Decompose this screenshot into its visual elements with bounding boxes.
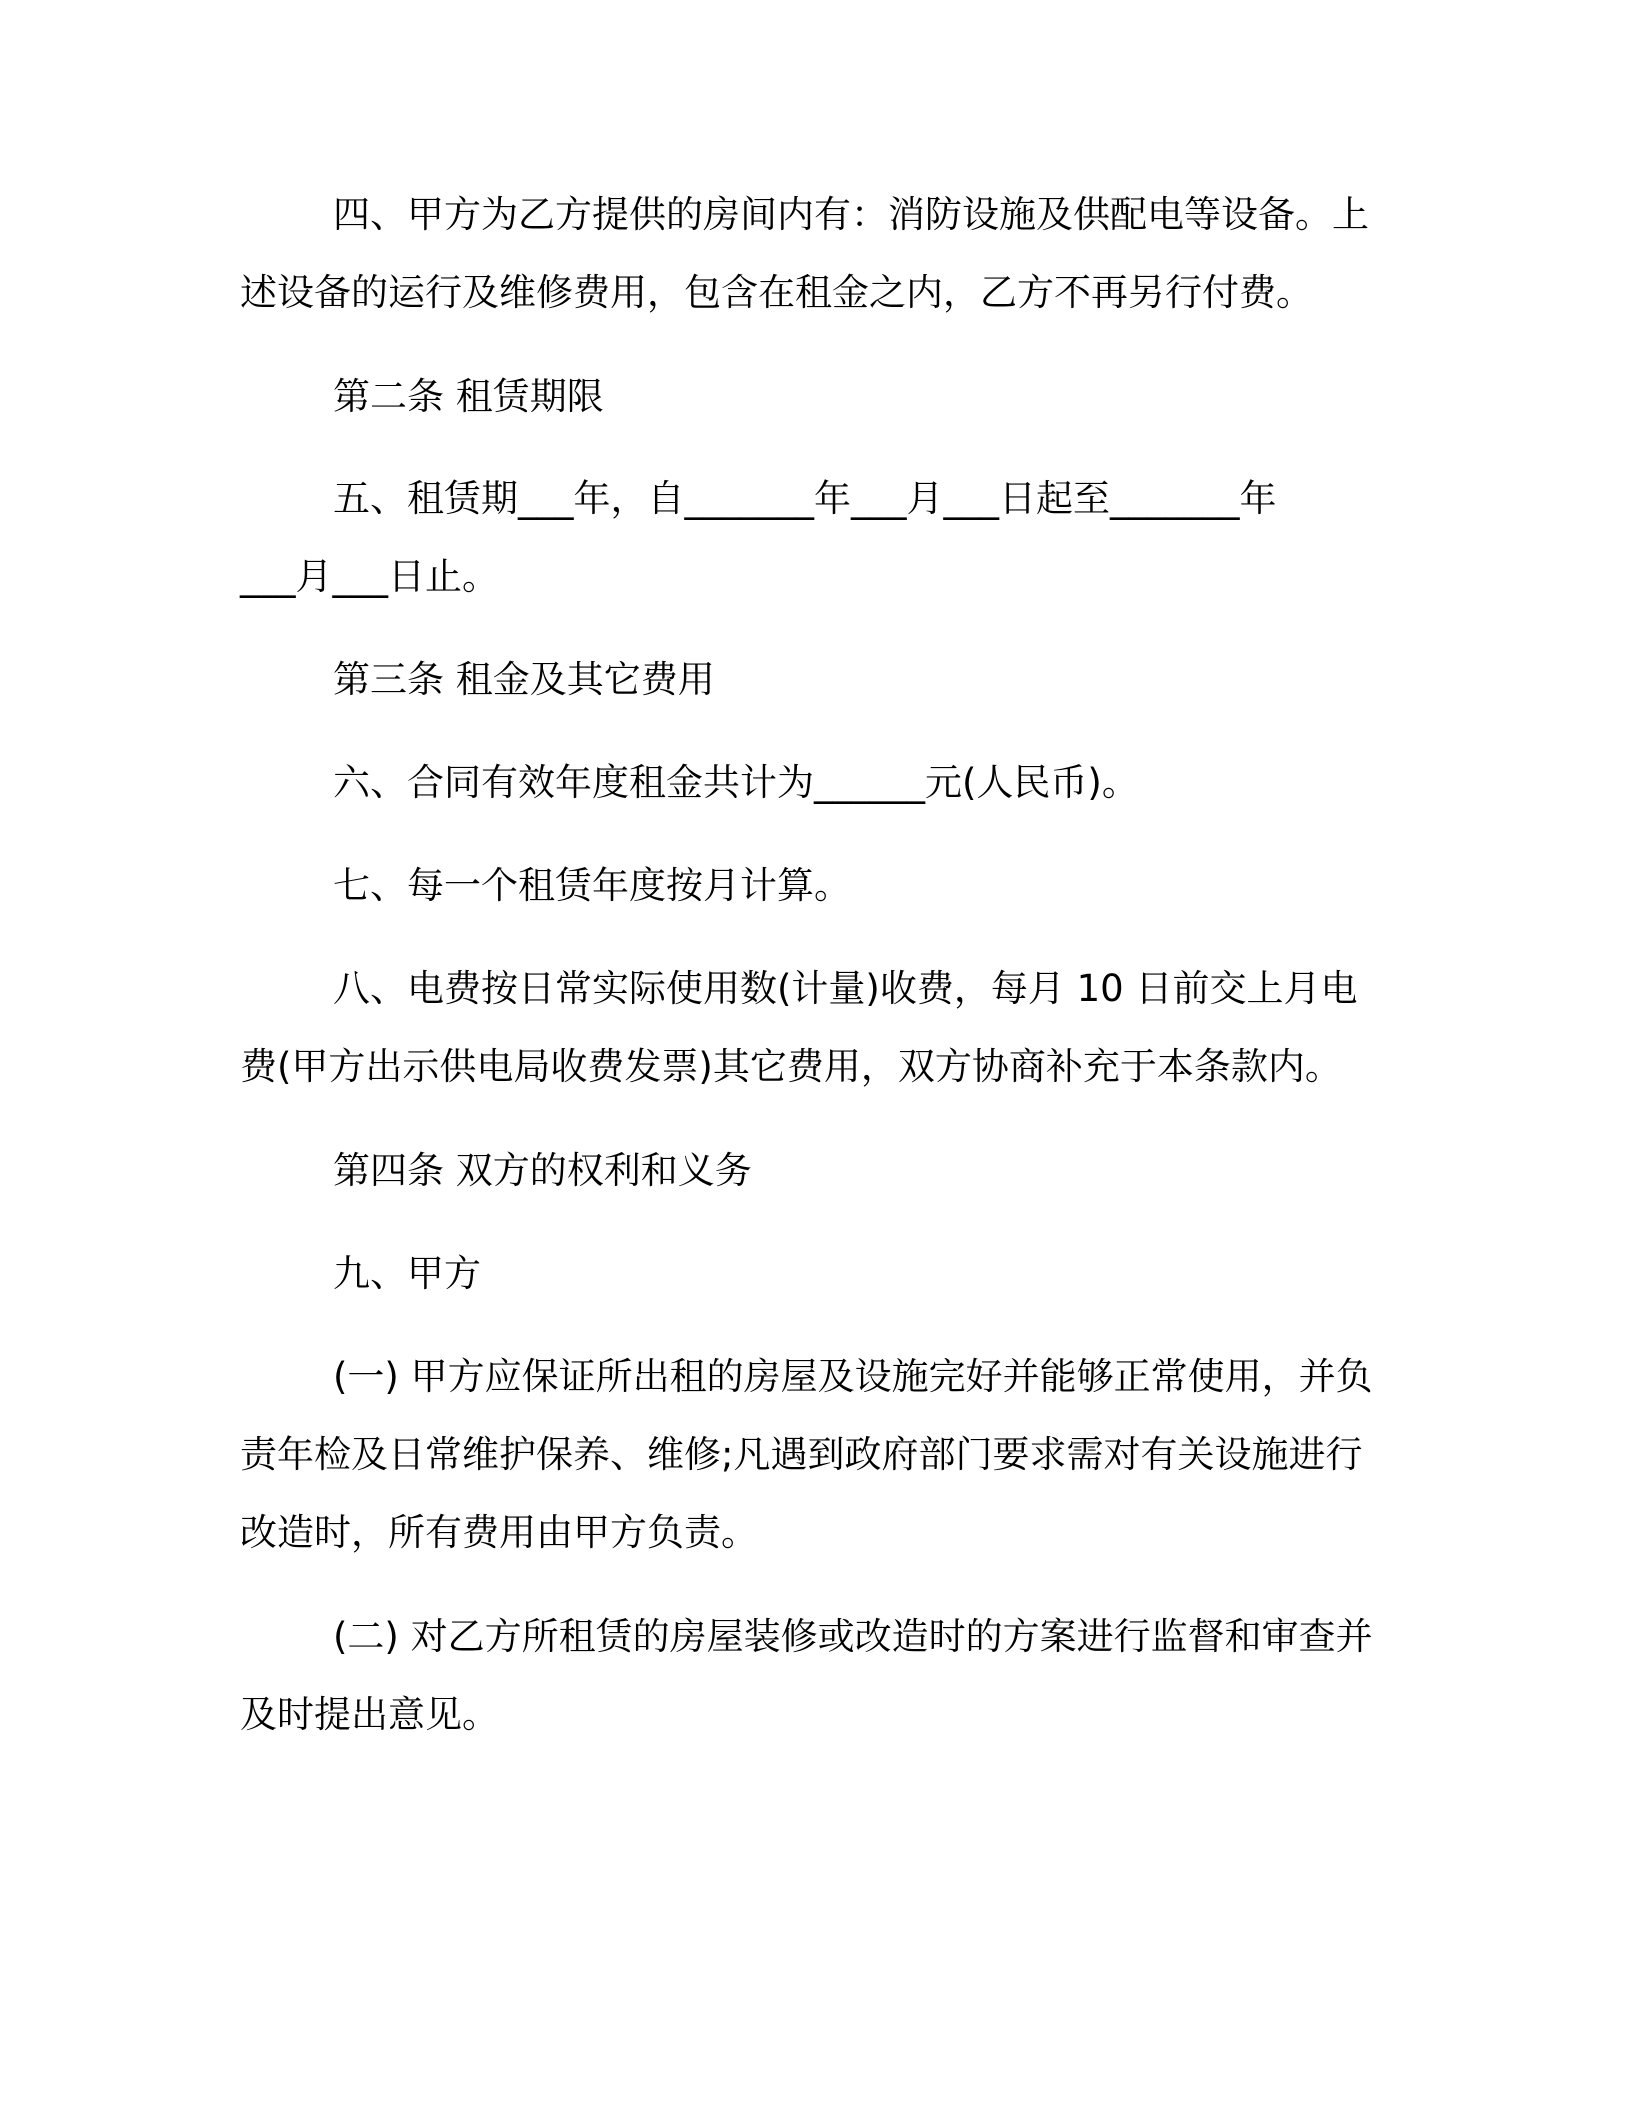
item-1-line-3: 改造时，所有费用由甲方负责。 (240, 1511, 758, 1554)
clause-5-line-2: ___月___日止。 (240, 555, 499, 598)
article-4-heading: 第四条 双方的权利和义务 (333, 1149, 752, 1192)
clause-9: 九、甲方 (333, 1252, 481, 1295)
item-1-line-2: 责年检及日常维护保养、维修;凡遇到政府部门要求需对有关设施进行 (240, 1433, 1363, 1476)
clause-7: 七、每一个租赁年度按月计算。 (333, 864, 851, 907)
item-2-line-1: (二) 对乙方所租赁的房屋装修或改造时的方案进行监督和审查并 (333, 1615, 1373, 1658)
article-3-heading: 第三条 租金及其它费用 (333, 658, 715, 701)
clause-6: 六、合同有效年度租金共计为______元(人民币)。 (333, 761, 1139, 804)
clause-4-line-1: 四、甲方为乙方提供的房间内有：消防设施及供配电等设备。上 (333, 193, 1369, 236)
article-2-heading: 第二条 租赁期限 (333, 375, 604, 418)
clause-4-line-2: 述设备的运行及维修费用，包含在租金之内，乙方不再另行付费。 (240, 271, 1313, 314)
item-2-line-2: 及时提出意见。 (240, 1693, 499, 1736)
clause-8-line-2: 费(甲方出示供电局收费发票)其它费用，双方协商补充于本条款内。 (240, 1045, 1342, 1088)
clause-8-line-1: 八、电费按日常实际使用数(计量)收费，每月 10 日前交上月电 (333, 967, 1358, 1010)
item-1-line-1: (一) 甲方应保证所出租的房屋及设施完好并能够正常使用，并负 (333, 1355, 1373, 1398)
clause-5-line-1: 五、租赁期___年，自_______年___月___日起至_______年 (333, 477, 1277, 520)
